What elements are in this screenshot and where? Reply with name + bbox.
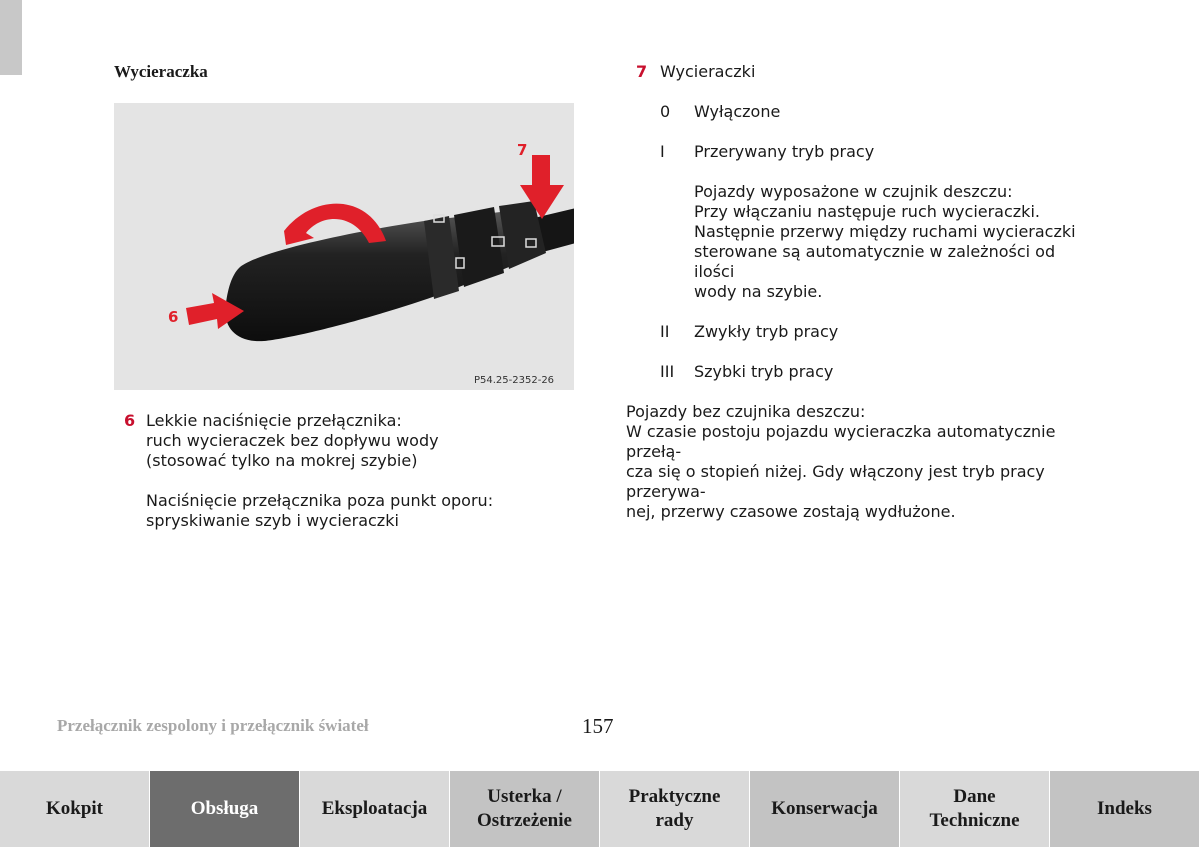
callout-6	[124, 411, 594, 541]
option-roman: I	[660, 142, 665, 161]
option-text: Zwykły tryb pracy	[694, 322, 839, 341]
nav-tab-eksploatacja[interactable]: Eksploatacja	[300, 771, 450, 847]
arrow-7-label: 7	[517, 141, 528, 159]
item-7-heading	[626, 62, 1096, 82]
callout-paragraph-full-press: Naciśnięcie przełącznika poza punkt oporu: spryskiwanie szyb i wycieraczki	[146, 491, 494, 530]
nav-tab-praktyczne-rady[interactable]: Praktyczne rady	[600, 771, 750, 847]
callout-paragraph-light-press: Lekkie naciśnięcie przełącznika: ruch wycieraczek bez dopływu wody (stosować tylko na mokrej szybie)	[146, 411, 439, 470]
section-heading: Wycieraczka	[114, 62, 208, 81]
nav-tab-obsluga[interactable]: Obsługa	[150, 771, 300, 847]
corner-tab-marker	[0, 0, 22, 75]
callout-number: 6	[124, 411, 136, 430]
arrow-6-label: 6	[168, 308, 179, 326]
option-2	[660, 322, 1096, 342]
option-1	[660, 142, 1096, 162]
option-roman: III	[660, 362, 675, 381]
page-number: 157	[582, 714, 614, 738]
figure-code: P54.25-2352-26	[474, 375, 555, 386]
right-column	[626, 62, 1096, 522]
wiper-lever-figure	[114, 103, 574, 390]
footer-chapter-title: Przełącznik zespolony i przełącznik świateł	[57, 716, 369, 735]
option-3	[660, 362, 1096, 382]
rain-sensor-note: Pojazdy wyposażone w czujnik deszczu: Przy włączaniu następuje ruch wycieraczki. Następnie przerwy między ruchami wycieraczki sterowane są automatycznie w zależności od ilości wody na szybie.	[694, 182, 1076, 301]
option-roman: II	[660, 322, 670, 341]
wiper-lever-illustration	[114, 103, 574, 390]
nav-tab-dane-techniczne[interactable]: Dane Techniczne	[900, 771, 1050, 847]
option-text: Przerywany tryb pracy	[694, 142, 875, 161]
item-number: 7	[636, 62, 648, 81]
option-text: Wyłączone	[694, 102, 781, 121]
option-roman: 0	[660, 102, 671, 121]
chapter-nav-bar	[0, 771, 1200, 847]
nav-tab-konserwacja[interactable]: Konserwacja	[750, 771, 900, 847]
option-0	[660, 102, 1096, 122]
nav-tab-indeks[interactable]: Indeks	[1050, 771, 1200, 847]
nav-tab-kokpit[interactable]: Kokpit	[0, 771, 150, 847]
item-label: Wycieraczki	[660, 62, 756, 81]
nav-tab-usterka[interactable]: Usterka / Ostrzeżenie	[450, 771, 600, 847]
option-text: Szybki tryb pracy	[694, 362, 834, 381]
no-sensor-note: Pojazdy bez czujnika deszczu: W czasie postoju pojazdu wycieraczka automatycznie przełą- cza się o stopień niżej. Gdy włączony jest tryb pracy przerywa- nej, przerwy czasowe zostają wydłużone.	[626, 402, 1056, 521]
